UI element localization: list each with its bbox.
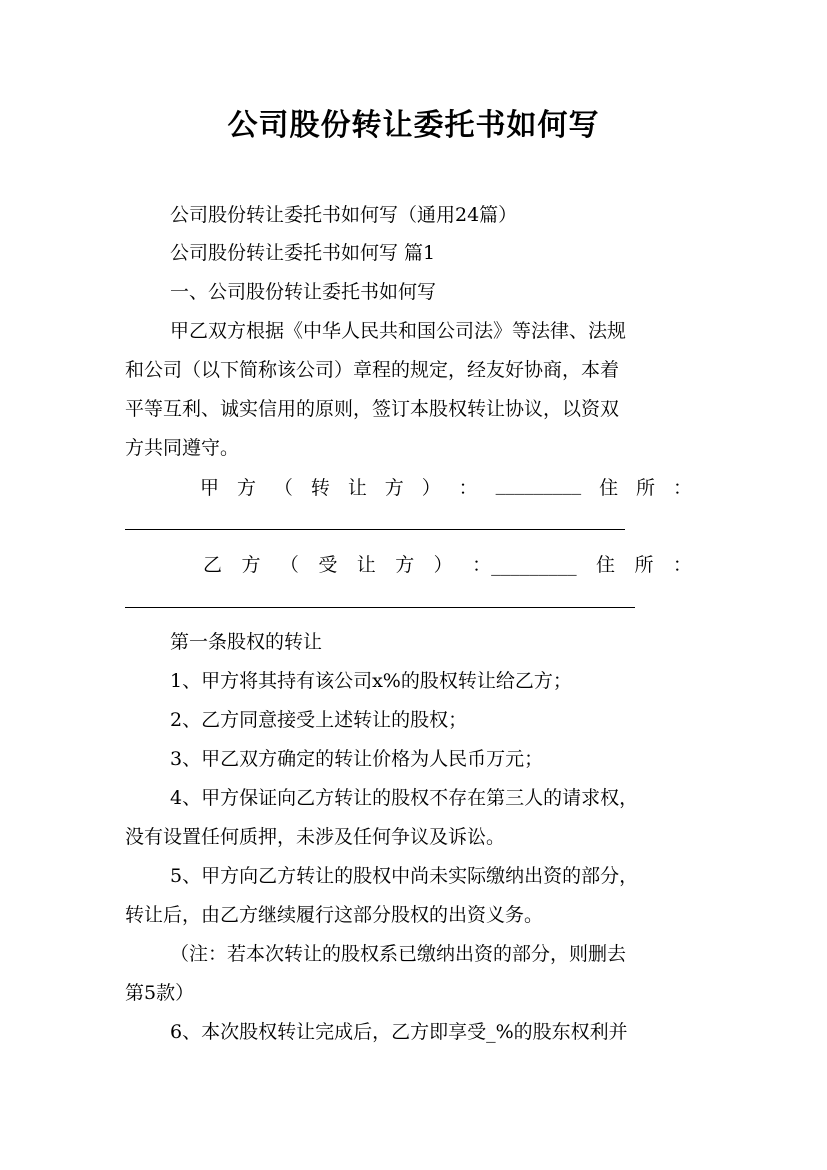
party-a-char: 让 bbox=[347, 477, 367, 499]
article1-item-5-line-2: 转让后，由乙方继续履行这部分股权的出资义务。 bbox=[125, 904, 544, 926]
party-a-blank: _________ bbox=[495, 473, 582, 495]
party-a-char: 甲 bbox=[200, 477, 220, 499]
intro-line-4: 方共同遵守。 bbox=[125, 437, 240, 459]
party-a-char: 转 bbox=[310, 477, 330, 499]
party-b-char: 所 bbox=[634, 554, 654, 576]
party-b-char: 住 bbox=[596, 554, 616, 576]
article1-heading: 第一条股权的转让 bbox=[170, 631, 323, 653]
party-b-char: ： bbox=[672, 554, 692, 576]
doc-subtitle: 公司股份转让委托书如何写（通用24篇） bbox=[170, 204, 518, 226]
party-a-char: 住 bbox=[599, 477, 619, 499]
party-b-char: 受 bbox=[318, 554, 338, 576]
party-b-char: 方 bbox=[395, 554, 415, 576]
party-b-char: ） bbox=[433, 554, 453, 576]
section-heading: 公司股份转让委托书如何写 篇1 bbox=[170, 242, 436, 264]
party-b-blank: ：_________ bbox=[472, 554, 577, 576]
article1-item-5-line-1: 5、甲方向乙方转让的股权中尚未实际缴纳出资的部分， bbox=[170, 865, 639, 887]
party-b-char: （ bbox=[279, 554, 299, 576]
party-b-char: 让 bbox=[356, 554, 376, 576]
article1-item-2: 2、乙方同意接受上述转让的股权； bbox=[170, 709, 468, 731]
article1-item-6: 6、本次股权转让完成后，乙方即享受_%的股东权利并 bbox=[170, 1021, 628, 1043]
party-a-row bbox=[200, 473, 692, 500]
article1-item-1: 1、甲方将其持有该公司x%的股权转让给乙方； bbox=[170, 670, 572, 692]
article1-item-4-line-1: 4、甲方保证向乙方转让的股权不存在第三人的请求权， bbox=[170, 787, 639, 809]
party-a-char: ： bbox=[458, 477, 478, 499]
article1-item-3: 3、甲乙双方确定的转让价格为人民币万元； bbox=[170, 748, 544, 770]
article1-item-4-line-2: 没有设置任何质押，未涉及任何争议及诉讼。 bbox=[125, 826, 506, 848]
party-a-char: ： bbox=[672, 477, 692, 499]
document-title: 公司股份转让委托书如何写 bbox=[227, 108, 600, 143]
party-b-row bbox=[203, 550, 692, 577]
note-line-1: （注：若本次转让的股权系已缴纳出资的部分，则删去 bbox=[170, 943, 627, 965]
party-b-char: 方 bbox=[241, 554, 261, 576]
intro-line-3: 平等互利、诚实信用的原则，签订本股权转让协议，以资双 bbox=[125, 398, 620, 420]
party-a-address-line bbox=[125, 528, 625, 530]
party-b-char: 乙 bbox=[203, 554, 223, 576]
sub-heading: 一、公司股份转让委托书如何写 bbox=[170, 281, 437, 303]
party-a-char: 所 bbox=[636, 477, 656, 499]
intro-line-1: 甲乙双方根据《中华人民共和国公司法》等法律、法规 bbox=[170, 320, 627, 342]
intro-line-2: 和公司（以下简称该公司）章程的规定，经友好协商，本着 bbox=[125, 359, 620, 381]
party-a-char: ） bbox=[421, 477, 441, 499]
party-a-char: 方 bbox=[236, 477, 256, 499]
party-a-char: 方 bbox=[384, 477, 404, 499]
note-line-2: 第5款） bbox=[125, 982, 195, 1004]
party-a-char: （ bbox=[273, 477, 293, 499]
party-b-address-line bbox=[125, 606, 635, 608]
